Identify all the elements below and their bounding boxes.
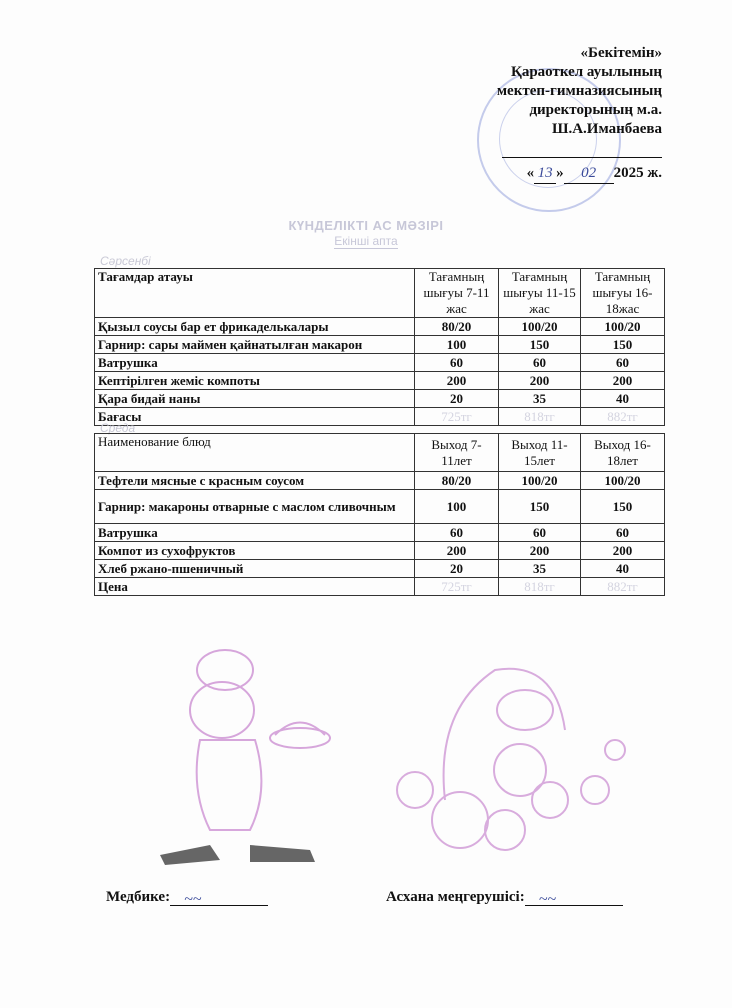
- yield-11-15-cell: 35: [499, 560, 581, 578]
- table-row: [95, 372, 665, 390]
- price-row: [95, 578, 665, 596]
- header-yield-7-11: Тағамның шығуы 7-11 жас: [415, 269, 499, 318]
- menu-table-kz: [94, 268, 665, 426]
- yield-11-15-cell: 60: [499, 354, 581, 372]
- yield-7-11-cell: 200: [415, 372, 499, 390]
- yield-11-15-cell: 150: [499, 336, 581, 354]
- price-11-15: 818тг: [499, 578, 581, 596]
- dish-name-cell: Хлеб ржано-пшеничный: [95, 560, 415, 578]
- yield-7-11-cell: 100: [415, 336, 499, 354]
- date-day: 13: [534, 164, 556, 184]
- table-row: [95, 542, 665, 560]
- header-yield-11-15: Тағамның шығуы 11-15 жас: [499, 269, 581, 318]
- dish-name-cell: Ватрушка: [95, 354, 415, 372]
- yield-16-18-cell: 60: [581, 524, 665, 542]
- table-header-row: [95, 434, 665, 472]
- yield-7-11-cell: 80/20: [415, 472, 499, 490]
- header-yield-16-18: Тағамның шығуы 16-18жас: [581, 269, 665, 318]
- yield-16-18-cell: 200: [581, 542, 665, 560]
- yield-16-18-cell: 200: [581, 372, 665, 390]
- approval-school: мектеп-гимназиясының: [496, 83, 662, 99]
- nurse-label: Медбике:: [106, 889, 171, 905]
- header-yield-16-18: Выход 16-18лет: [581, 434, 665, 472]
- approval-heading: «Бекітемін»: [580, 45, 662, 61]
- price-label: Цена: [95, 578, 415, 596]
- chef-illustration: [150, 640, 350, 870]
- canteen-manager-signature-line: [525, 891, 623, 906]
- approval-village: Қараоткел ауылының: [510, 64, 662, 80]
- yield-16-18-cell: 40: [581, 560, 665, 578]
- price-11-15: 818тг: [499, 408, 581, 426]
- yield-11-15-cell: 100/20: [499, 318, 581, 336]
- dish-name-cell: Ватрушка: [95, 524, 415, 542]
- yield-16-18-cell: 150: [581, 336, 665, 354]
- yield-16-18-cell: 40: [581, 390, 665, 408]
- yield-11-15-cell: 200: [499, 372, 581, 390]
- yield-11-15-cell: 150: [499, 490, 581, 524]
- yield-7-11-cell: 200: [415, 542, 499, 560]
- header-dish-name: Тағамдар атауы: [95, 269, 415, 318]
- yield-7-11-cell: 20: [415, 560, 499, 578]
- day-label-kz: Сәрсенбі: [100, 254, 151, 268]
- price-7-11: 725тг: [415, 408, 499, 426]
- dish-name-cell: Кептірілген жеміс компоты: [95, 372, 415, 390]
- approval-director-name: Ш.А.Иманбаева: [552, 121, 662, 137]
- table-header-row: [95, 269, 665, 318]
- approval-date: « 13 » 02 2025 ж.: [402, 164, 662, 184]
- canteen-manager-label: Асхана меңгерушісі:: [386, 889, 525, 905]
- nurse-signature-scribble: ~~: [184, 891, 202, 908]
- price-16-18: 882тг: [581, 578, 665, 596]
- day-label-ru: Среда: [100, 421, 136, 435]
- yield-11-15-cell: 60: [499, 524, 581, 542]
- food-illustration: [385, 650, 645, 860]
- nurse-signature: [106, 889, 268, 906]
- yield-11-15-cell: 100/20: [499, 472, 581, 490]
- canteen-manager-signature-scribble: ~~: [538, 891, 557, 908]
- header-dish-name: Наименование блюд: [95, 434, 415, 472]
- canteen-manager-signature: [386, 889, 623, 906]
- dish-name-cell: Қызыл соусы бар ет фрикаделькалары: [95, 318, 415, 336]
- menu-table-ru: [94, 433, 665, 596]
- yield-7-11-cell: 20: [415, 390, 499, 408]
- yield-11-15-cell: 35: [499, 390, 581, 408]
- price-16-18: 882тг: [581, 408, 665, 426]
- yield-7-11-cell: 80/20: [415, 318, 499, 336]
- yield-16-18-cell: 100/20: [581, 472, 665, 490]
- nurse-signature-line: [170, 891, 268, 906]
- table-row: [95, 472, 665, 490]
- price-7-11: 725тг: [415, 578, 499, 596]
- table-row: [95, 524, 665, 542]
- date-month: 02: [564, 164, 614, 184]
- price-row: [95, 408, 665, 426]
- yield-7-11-cell: 100: [415, 490, 499, 524]
- menu-title: КҮНДЕЛІКТІ АС МӘЗІРІ: [288, 218, 444, 233]
- table-row: [95, 390, 665, 408]
- dish-name-cell: Компот из сухофруктов: [95, 542, 415, 560]
- price-label: Бағасы: [95, 408, 415, 426]
- table-row: [95, 336, 665, 354]
- table-row: [95, 490, 665, 524]
- yield-16-18-cell: 60: [581, 354, 665, 372]
- table-row: [95, 318, 665, 336]
- dish-name-cell: Қара бидай наны: [95, 390, 415, 408]
- yield-16-18-cell: 100/20: [581, 318, 665, 336]
- approval-position: директорының м.а.: [529, 102, 662, 118]
- yield-7-11-cell: 60: [415, 524, 499, 542]
- header-yield-7-11: Выход 7-11лет: [415, 434, 499, 472]
- approval-block: [402, 44, 662, 184]
- table-row: [95, 560, 665, 578]
- yield-7-11-cell: 60: [415, 354, 499, 372]
- menu-subtitle: Екінші апта: [334, 234, 398, 248]
- date-year: 2025 ж.: [613, 165, 662, 181]
- director-signature-line: [502, 143, 662, 158]
- dish-name-cell: Гарнир: сары маймен қайнатылған макарон: [95, 336, 415, 354]
- dish-name-cell: Тефтели мясные с красным соусом: [95, 472, 415, 490]
- header-yield-11-15: Выход 11-15лет: [499, 434, 581, 472]
- yield-16-18-cell: 150: [581, 490, 665, 524]
- table-row: [95, 354, 665, 372]
- dish-name-cell: Гарнир: макароны отварные с маслом сливочным: [95, 490, 415, 524]
- yield-11-15-cell: 200: [499, 542, 581, 560]
